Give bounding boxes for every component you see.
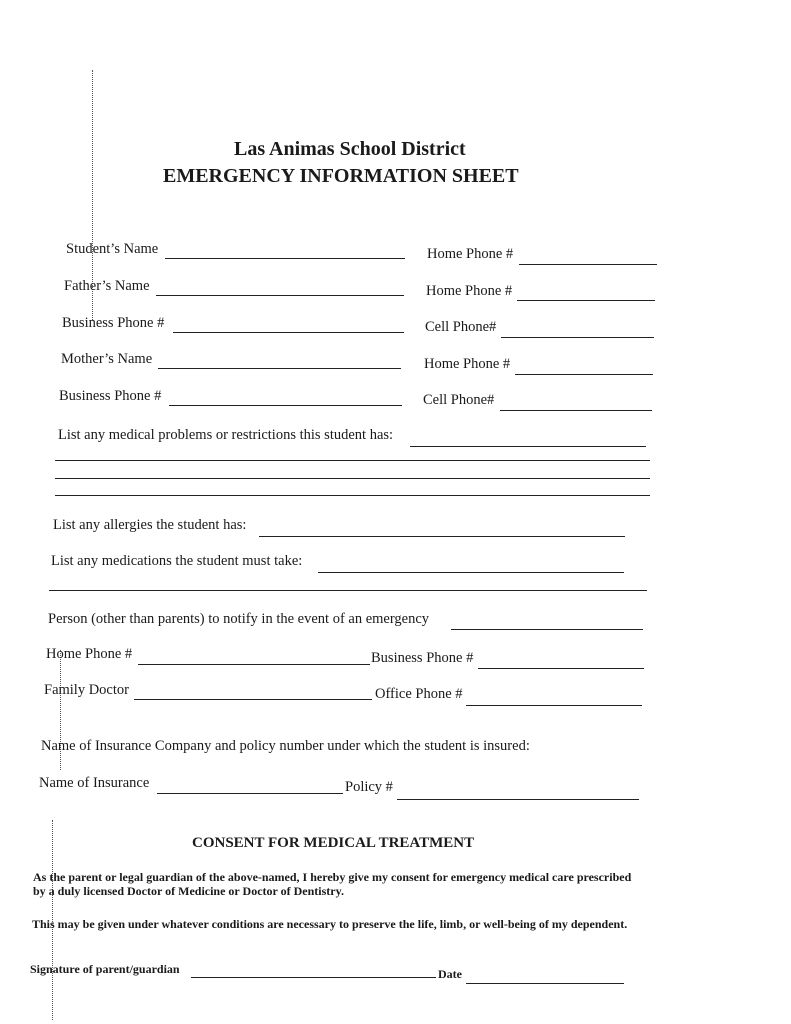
mother-business-phone-field[interactable] xyxy=(169,405,402,406)
page-title: EMERGENCY INFORMATION SHEET xyxy=(163,165,519,187)
medications-label: List any medications the student must take: xyxy=(51,553,303,569)
mother-cell-phone-field[interactable] xyxy=(500,410,652,411)
signature-field[interactable] xyxy=(191,977,436,978)
mother-cell-phone-label: Cell Phone# xyxy=(423,392,495,408)
medical-problems-line[interactable] xyxy=(55,478,650,479)
office-phone-label: Office Phone # xyxy=(375,686,463,702)
emergency-business-phone-label: Business Phone # xyxy=(371,650,474,666)
father-cell-phone-label: Cell Phone# xyxy=(425,319,497,335)
district-name: Las Animas School District xyxy=(234,138,466,160)
allergies-label: List any allergies the student has: xyxy=(53,517,247,533)
medical-problems-line[interactable] xyxy=(55,495,650,496)
father-business-phone-field[interactable] xyxy=(173,332,404,333)
mother-home-phone-field[interactable] xyxy=(515,374,653,375)
insurance-name-field[interactable] xyxy=(157,793,343,794)
home-phone-label: Home Phone # xyxy=(427,246,514,262)
father-name-label: Father’s Name xyxy=(64,278,150,294)
family-doctor-label: Family Doctor xyxy=(44,682,129,698)
family-doctor-field[interactable] xyxy=(134,699,372,700)
emergency-home-phone-field[interactable] xyxy=(138,664,370,665)
father-cell-phone-field[interactable] xyxy=(501,337,654,338)
emergency-contact-field[interactable] xyxy=(451,629,643,630)
policy-number-field[interactable] xyxy=(397,799,639,800)
medications-line[interactable] xyxy=(49,590,647,591)
emergency-contact-label: Person (other than parents) to notify in the event of an emergency xyxy=(48,611,430,627)
consent-title: CONSENT FOR MEDICAL TREATMENT xyxy=(192,835,475,851)
policy-number-label: Policy # xyxy=(345,779,393,795)
consent-conditions-paragraph: This may be given under whatever conditions are necessary to preserve the life, limb, or well-being of my dependent. xyxy=(32,917,628,931)
signature-label: Signature of parent/guardian xyxy=(30,962,180,976)
mother-business-phone-label: Business Phone # xyxy=(59,388,162,404)
medical-problems-label: List any medical problems or restrictions this student has: xyxy=(58,427,394,443)
home-phone-field[interactable] xyxy=(519,264,657,265)
date-field[interactable] xyxy=(466,983,624,984)
date-label: Date xyxy=(438,967,462,981)
father-home-phone-label: Home Phone # xyxy=(426,283,513,299)
office-phone-field[interactable] xyxy=(466,705,642,706)
mother-name-field[interactable] xyxy=(158,368,401,369)
medical-problems-field[interactable] xyxy=(410,446,646,447)
allergies-field[interactable] xyxy=(259,536,625,537)
consent-paragraph: As the parent or legal guardian of the above-named, I hereby give my consent for emergency medical care prescribed by a duly licensed Doctor of Medicine or Doctor of Dentistry. xyxy=(33,870,632,898)
mother-name-label: Mother’s Name xyxy=(61,351,153,367)
medications-field[interactable] xyxy=(318,572,624,573)
emergency-business-phone-field[interactable] xyxy=(478,668,644,669)
medical-problems-line[interactable] xyxy=(55,460,650,461)
insurance-name-label: Name of Insurance xyxy=(39,775,150,791)
emergency-home-phone-label: Home Phone # xyxy=(46,646,133,662)
father-business-phone-label: Business Phone # xyxy=(62,315,165,331)
student-name-field[interactable] xyxy=(165,258,405,259)
student-name-label: Student’s Name xyxy=(66,241,159,257)
insurance-instructions: Name of Insurance Company and policy number under which the student is insured: xyxy=(41,738,530,754)
father-name-field[interactable] xyxy=(156,295,404,296)
father-home-phone-field[interactable] xyxy=(517,300,655,301)
mother-home-phone-label: Home Phone # xyxy=(424,356,511,372)
